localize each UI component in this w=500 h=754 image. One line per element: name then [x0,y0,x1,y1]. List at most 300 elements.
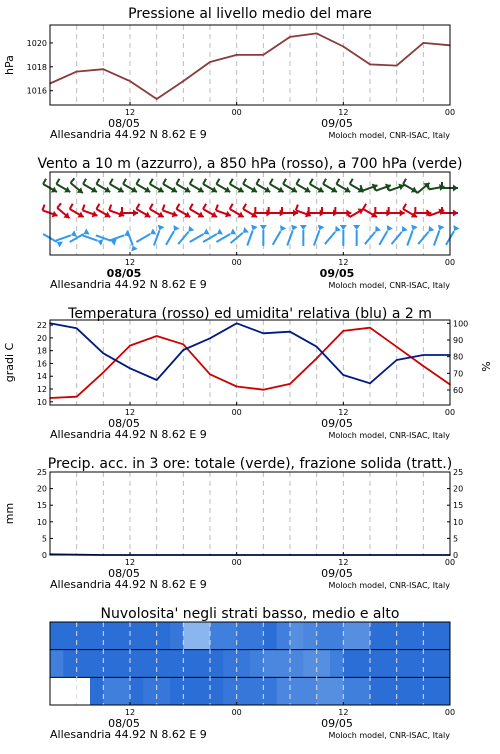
wind-barb [270,179,284,193]
panel-title: Nuvolosita' negli strati basso, medio e alto [100,606,400,622]
x-tick-label: 12 [124,408,136,417]
temperature-axis-tick-label: 22 [36,321,47,331]
x-tick-label: 00 [444,108,456,117]
wind-barb [314,225,324,246]
cloud-cell [277,622,291,650]
humidity-axis-tick-label: 70 [453,369,464,379]
cloud-cell [423,677,437,705]
pressure-ylabel: hPa [3,55,16,75]
x-tick-label: 00 [231,108,242,117]
wind-arrowhead [131,246,138,252]
pressure-axis-tick-label: 1018 [26,62,47,72]
cloud-cell [223,650,237,678]
wind-shaft [434,230,439,245]
wind-shaft [379,231,387,245]
cloud-cell [290,650,304,678]
wind-barb [190,204,204,218]
cloud-cell [130,622,144,650]
cloud-cell [103,650,117,678]
wind-feather [162,205,164,211]
cloud-cell [90,677,104,705]
wind-feather [230,179,233,184]
wind-shaft [231,233,243,243]
precip-axis-tick-label: 15 [36,501,47,511]
cloud-cell [117,677,131,705]
wind-barb [365,226,381,244]
wind-barb [379,225,393,245]
wind-arrowhead [300,225,307,230]
precip-axis-tick-label: 5 [41,534,47,544]
x-tick-label: 00 [444,558,456,567]
wind-barb [340,225,347,246]
wind-arrowhead [318,225,325,231]
pressure-axis-tick-label: 1020 [26,38,47,48]
temperature-line-point [103,372,105,374]
cloud-cell [410,650,424,678]
cloud-cell [263,650,277,678]
date-label: 09/05 [319,267,355,280]
wind-barb [136,179,150,193]
cloud-cell [410,622,424,650]
temperature-line-point [396,346,398,348]
wind-barb [163,179,177,193]
wind-feather [403,179,406,184]
wind-feather [203,179,206,184]
wind-barb [216,205,231,218]
cloud-cell [263,677,277,705]
precip-axis-tick-label: 25 [36,468,47,477]
cloud-cell [50,622,64,650]
cloud-cell [277,677,291,705]
cloud-cell [410,677,424,705]
wind-barb [392,226,408,244]
cloud-cell [237,677,251,705]
wind-feather [110,179,113,184]
wind-arrowhead [411,225,418,231]
wind-barb [300,225,307,246]
wind-arrowhead [84,228,90,234]
wind-arrowhead [243,227,249,233]
wind-barb [247,225,257,246]
pressure-line-point [316,33,318,35]
cloud-cell [397,622,411,650]
cloud-cell [183,622,197,650]
wind-feather [428,183,429,189]
wind-arrowhead [204,228,210,234]
wind-feather [270,179,273,184]
wind-feather [56,179,59,184]
pressure-line-point [156,98,158,100]
x-tick-label: 00 [231,558,242,567]
humidity-axis-tick-label: 80 [453,352,464,362]
cloud-cell [437,622,451,650]
plot-frame [50,320,450,405]
cloud-cell [397,650,411,678]
humidity-line-point [236,323,238,325]
x-tick-label: 00 [231,258,242,267]
cloud-cell [103,622,117,650]
wind-shaft [365,232,375,244]
x-tick-label: 12 [338,558,349,567]
wind-arrowhead [428,226,434,232]
panel-title: Vento a 10 m (azzurro), a 850 hPa (rosso), a 700 hPa (verde) [37,156,463,172]
cloud-cell [157,650,171,678]
cloud-cell [157,677,171,705]
cloud-cell [223,677,237,705]
cloud-cell [370,622,384,650]
wind-shaft [190,234,204,242]
wind-feather [70,204,73,209]
wind-barb [57,203,69,218]
date-label: 09/05 [321,417,353,430]
wind-barb [260,225,267,246]
wind-arrowhead [353,225,360,230]
precip-axis-right-tick-label: 5 [453,534,459,544]
panel-title: Temperatura (rosso) ed umidita' relativa (blu) a 2 m [68,306,432,322]
x-tick-label: 12 [124,108,136,117]
wind-feather [163,179,166,184]
temperature-line-point [343,330,345,332]
cloud-cell [290,677,304,705]
humidity-line-point [103,353,105,355]
wind-arrowhead [260,225,267,230]
humidity-line-point [76,328,78,330]
wind-shaft [82,235,97,240]
cloud-cell [143,622,157,650]
wind-shaft [392,232,402,244]
date-label: 08/05 [108,567,140,580]
wind-arrowhead [291,225,298,231]
cloud-cell [437,650,451,678]
cloud-cell [90,622,104,650]
cloud-cell [130,677,144,705]
cloud-cell [330,650,344,678]
pressure-line-point [396,65,398,67]
pressure-line-point [343,46,345,48]
wind-shaft [273,231,281,245]
pressure-axis-tick-label: 1016 [26,86,47,96]
pressure-line-point [289,36,291,38]
temperature-ylabel: gradi C [3,342,16,383]
wind-feather [296,205,298,211]
credit-label: Moloch model, CNR-ISAC, Italy [328,731,450,740]
wind-feather [150,179,153,184]
cloud-cell [423,622,437,650]
wind-arrowhead [335,226,341,232]
wind-barb [446,225,460,245]
cloud-cell [90,650,104,678]
credit-label: Moloch model, CNR-ISAC, Italy [328,131,450,140]
cloud-cell [210,677,224,705]
cloud-cell [277,650,291,678]
credit-label: Moloch model, CNR-ISAC, Italy [328,281,450,290]
wind-shaft [247,230,252,245]
panel-title: Precip. acc. in 3 ore: totale (verde), frazione solida (tratt.) [47,456,453,472]
wind-arrowhead [453,210,458,217]
cloud-cell [383,650,397,678]
wind-arrowhead [158,225,165,231]
cloud-cell [383,622,397,650]
wind-arrowhead [340,225,347,230]
wind-barb [136,204,150,218]
precip-axis-tick-label: 10 [36,517,47,527]
cloud-cell [317,650,331,678]
wind-barb [162,205,177,218]
humidity-line-point [209,338,211,340]
cloud-cell [170,677,184,705]
wind-barb [154,225,164,246]
wind-arrowhead [230,228,236,234]
cloud-cell [197,622,211,650]
cloud-cell [250,622,264,650]
wind-barb [127,230,137,251]
wind-feather [150,204,153,209]
wind-barb [190,179,204,193]
wind-shaft [314,230,319,245]
wind-shaft [178,232,188,244]
credit-label: Moloch model, CNR-ISAC, Italy [328,431,450,440]
wind-arrowhead [453,185,458,192]
location-label: Allesandria 44.92 N 8.62 E 9 [50,428,207,441]
humidity-line-point [423,354,425,356]
wind-arrowhead [280,225,286,231]
temperature-line-point [263,389,265,391]
wind-feather [283,179,286,184]
x-tick-label: 12 [338,408,349,417]
wind-barb [56,179,70,193]
cloud-cell [130,650,144,678]
wind-barb [273,225,287,245]
wind-arrowhead [71,230,77,237]
humidity-line-point [289,331,291,333]
cloud-cell [197,650,211,678]
wind-feather [176,204,179,209]
x-tick-label: 00 [231,708,242,717]
cloud-cell [223,622,237,650]
date-label: 08/05 [108,717,140,730]
wind-feather [176,179,179,184]
wind-feather [82,205,84,211]
x-tick-label: 12 [338,708,349,717]
wind-shaft [56,235,71,240]
date-label: 09/05 [321,117,353,130]
wind-arrowhead [402,226,408,232]
wind-shaft [136,234,150,242]
wind-feather [403,204,406,209]
cloud-cell [263,622,277,650]
temperature-axis-tick-label: 20 [36,333,47,343]
wind-barb [82,205,97,218]
cloud-cell [63,677,77,705]
wind-barb [353,225,360,246]
cloud-cell [317,677,331,705]
wind-feather [42,205,44,211]
wind-barb [407,225,417,246]
pressure-line-point [76,71,78,73]
precip-axis-right-tick-label: 15 [453,501,464,511]
cloud-cell [50,650,64,678]
temperature-line-point [76,396,78,398]
precip-axis-tick-label: 0 [41,551,47,560]
cloud-cell [103,677,117,705]
pressure-line-point [369,64,371,66]
cloud-cell [237,650,251,678]
date-label: 08/05 [108,417,140,430]
humidity-line-point [316,346,318,348]
cloud-cell [343,677,357,705]
x-tick-label: 12 [124,558,136,567]
wind-feather [243,204,246,209]
wind-feather [203,204,206,209]
wind-barb [216,179,230,193]
wind-barb [83,179,97,193]
wind-feather [190,204,193,209]
plot-frame [50,472,450,555]
wind-feather [43,179,46,184]
cloud-cell [117,650,131,678]
humidity-axis-tick-label: 60 [453,386,464,395]
temperature-line-point [209,374,211,376]
wind-barb [110,179,124,193]
wind-feather [190,179,193,184]
humidity-line-point [396,359,398,361]
location-label: Allesandria 44.92 N 8.62 E 9 [50,578,207,591]
cloud-cell [303,622,317,650]
precip-axis-tick-label: 20 [36,484,47,494]
precip-axis-right-tick-label: 0 [453,551,459,560]
cloud-cell [303,677,317,705]
temperature-axis-tick-label: 18 [36,346,47,356]
cloud-cell [437,677,451,705]
wind-arrowhead [188,226,194,232]
wind-arrowhead [98,239,104,246]
wind-arrowhead [375,226,381,232]
cloud-cell [63,650,77,678]
precip-axis-right-tick-label: 25 [453,468,464,477]
wind-feather [57,203,61,208]
wind-feather [230,204,233,209]
humidity-line-point [129,368,131,370]
cloud-cell [237,622,251,650]
date-label: 08/05 [106,267,142,280]
location-label: Allesandria 44.92 N 8.62 E 9 [50,278,207,291]
temperature-line-point [369,327,371,329]
wind-shaft [287,230,292,245]
wind-barb [325,226,341,244]
cloud-cell [423,650,437,678]
temperature-line-point [289,383,291,385]
date-label: 09/05 [321,717,353,730]
humidity-line-point [369,383,371,385]
cloud-cell [343,650,357,678]
wind-shaft [216,234,230,242]
cloud-cell [63,622,77,650]
precip-ylabel: mm [3,502,16,525]
wind-feather [296,179,299,184]
temperature-axis-tick-label: 14 [36,372,47,382]
wind-barb [323,179,337,193]
humidity-line-point [343,374,345,376]
cloud-cell [170,622,184,650]
cloud-cell [357,650,371,678]
cloud-cell [197,677,211,705]
x-tick-label: 00 [444,408,456,417]
precip-axis-right-tick-label: 10 [453,517,464,527]
wind-feather [71,178,75,183]
wind-barb [243,179,257,193]
wind-feather [109,205,111,211]
wind-barb [136,228,156,242]
cloud-cell [117,622,131,650]
wind-feather [256,179,259,184]
cloud-cell [77,622,91,650]
cloud-cell [77,677,91,705]
cloud-cell [370,650,384,678]
wind-arrowhead [387,225,393,231]
temperature-line-point [156,335,158,337]
pressure-line-point [263,54,265,56]
wind-feather [83,179,86,184]
wind-barb [43,234,63,248]
x-tick-label: 00 [444,708,456,717]
location-label: Allesandria 44.92 N 8.62 E 9 [50,728,207,741]
wind-shaft [166,231,174,245]
x-tick-label: 12 [124,258,136,267]
cloud-cell [157,622,171,650]
wind-feather [350,179,353,184]
x-tick-label: 00 [444,258,456,267]
wind-feather [336,179,339,184]
wind-arrowhead [438,225,445,231]
wind-feather [96,204,99,209]
cloud-cell [210,650,224,678]
x-tick-label: 00 [231,408,242,417]
wind-shaft [407,230,412,245]
humidity-axis-tick-label: 100 [453,319,469,329]
x-tick-label: 12 [338,258,349,267]
temperature-axis-tick-label: 12 [36,385,47,395]
location-label: Allesandria 44.92 N 8.62 E 9 [50,128,207,141]
panel-title: Pressione al livello medio del mare [128,6,372,22]
wind-shaft [127,230,132,245]
cloud-cell [397,677,411,705]
wind-shaft [418,232,428,244]
wind-feather [323,179,326,184]
wind-feather [136,204,139,209]
cloud-cell [77,650,91,678]
humidity-ylabel: % [480,361,493,372]
temperature-line-point [423,365,425,367]
wind-arrowhead [217,228,223,234]
wind-barb [434,225,444,246]
wind-feather [136,179,139,184]
wind-barb [418,226,434,244]
temperature-line-point [316,358,318,360]
wind-arrowhead [150,228,156,234]
cloud-cell [357,622,371,650]
cloud-cell [250,677,264,705]
temperature-line [50,328,450,398]
cloud-cell [170,650,184,678]
cloud-cell [183,650,197,678]
pressure-line-point [236,54,238,56]
pressure-line [50,33,450,99]
date-label: 09/05 [321,567,353,580]
cloud-cell [143,650,157,678]
cloud-cell [183,677,197,705]
wind-shaft [325,232,335,244]
cloud-cell [383,677,397,705]
